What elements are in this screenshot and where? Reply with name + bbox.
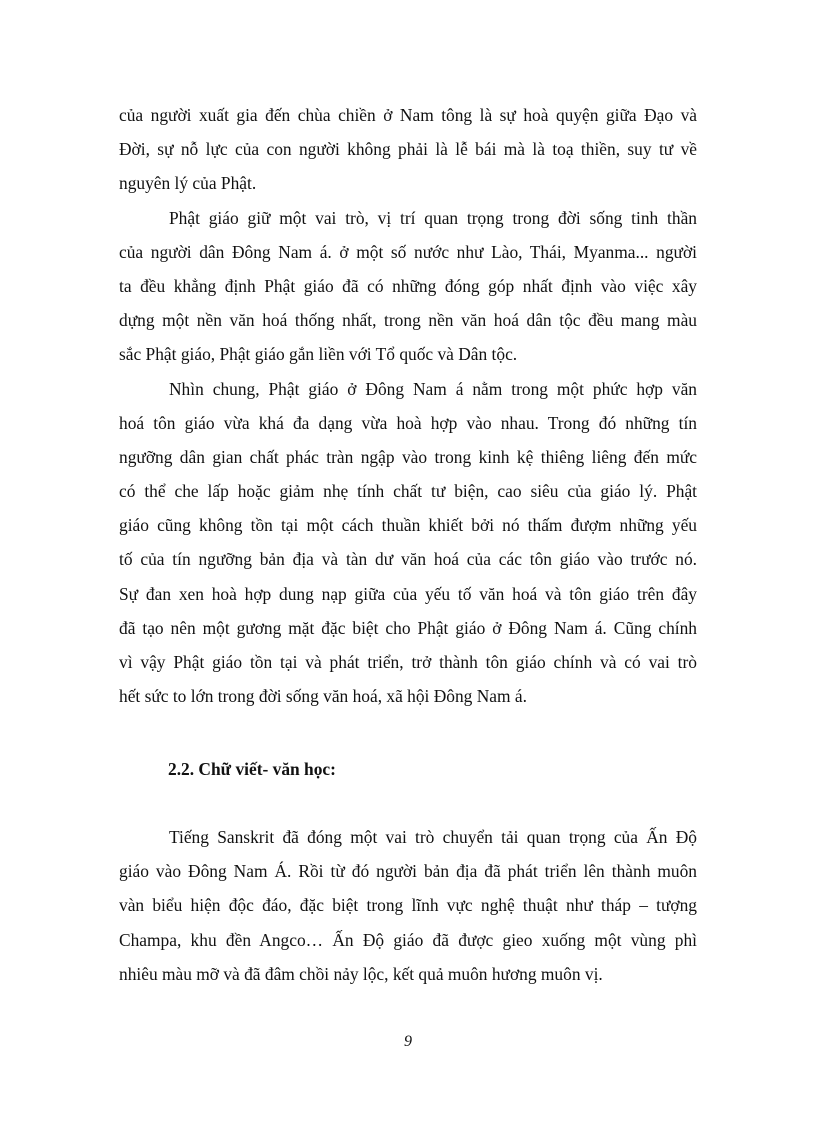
body-text-top (119, 98, 697, 713)
text-line: của người xuất gia đến chùa chiền ở Nam tông là sự hoà quyện giữa Đạo và (119, 105, 697, 125)
body-text-bottom (119, 820, 697, 991)
text-line: vì vậy Phật giáo tồn tại và phát triển, trở thành tôn giáo chính và có vai trò (119, 652, 697, 672)
text-line: Sự đan xen hoà hợp dung nạp giữa của yếu tố văn hoá và tôn giáo trên đây (119, 583, 697, 604)
text-line: sắc Phật giáo, Phật giáo gắn liền với Tổ quốc và Dân tộc. (119, 344, 518, 365)
page-number: 9 (404, 1033, 412, 1050)
text-line: nhiêu màu mỡ và đã đâm chồi nảy lộc, kết quả muôn hương muôn vị. (119, 963, 603, 984)
text-line: giáo cũng không tồn tại một cách thuần khiết bởi nó thấm đượm những yếu (119, 515, 697, 536)
text-line: Nhìn chung, Phật giáo ở Đông Nam á nằm trong một phức hợp văn (169, 378, 697, 399)
text-line: Phật giáo giữ một vai trò, vị trí quan trọng trong đời sống tinh thần (169, 207, 697, 228)
text-line: tố của tín ngưỡng bản địa và tàn dư văn hoá của các tôn giáo vào trước nó. (119, 549, 697, 570)
text-line: đã tạo nên một gương mặt đặc biệt cho Phật giáo ở Đông Nam á. Cũng chính (119, 617, 697, 638)
text-line: Đời, sự nỗ lực của con người không phải là lễ bái mà là toạ thiền, suy tư về (119, 139, 697, 160)
text-line: của người dân Đông Nam á. ở một số nước như Lào, Thái, Myanma... người (119, 241, 697, 262)
text-line: dựng một nền văn hoá thống nhất, trong nền văn hoá dân tộc đều mang màu (119, 310, 697, 331)
text-line: có thể che lấp hoặc giảm nhẹ tính chất tư biện, cao siêu của giáo lý. Phật (119, 481, 697, 502)
text-line: ta đều khẳng định Phật giáo đã có những đóng góp nhất định vào việc xây (119, 275, 697, 296)
text-line: ngưỡng dân gian chất phác tràn ngập vào trong kinh kệ thiêng liêng đến mức (119, 446, 697, 467)
text-line: giáo vào Đông Nam Á. Rồi từ đó người bản địa đã phát triển lên thành muôn (119, 861, 697, 882)
section-heading: 2.2. Chữ viết- văn học: (168, 759, 336, 779)
text-line: hết sức to lớn trong đời sống văn hoá, xã hội Đông Nam á. (119, 686, 527, 707)
text-line: vàn biểu hiện độc đáo, đặc biệt trong lĩnh vực nghệ thuật như tháp – tượng (119, 895, 697, 916)
text-line: Champa, khu đền Angco… Ấn Độ giáo đã được gieo xuống một vùng phì (119, 929, 697, 950)
text-line: nguyên lý của Phật. (119, 173, 257, 194)
text-line: hoá tôn giáo vừa khá đa dạng vừa hoà hợp vào nhau. Trong đó những tín (119, 412, 697, 433)
text-line: Tiếng Sanskrit đã đóng một vai trò chuyển tải quan trọng của Ấn Độ (169, 827, 697, 847)
